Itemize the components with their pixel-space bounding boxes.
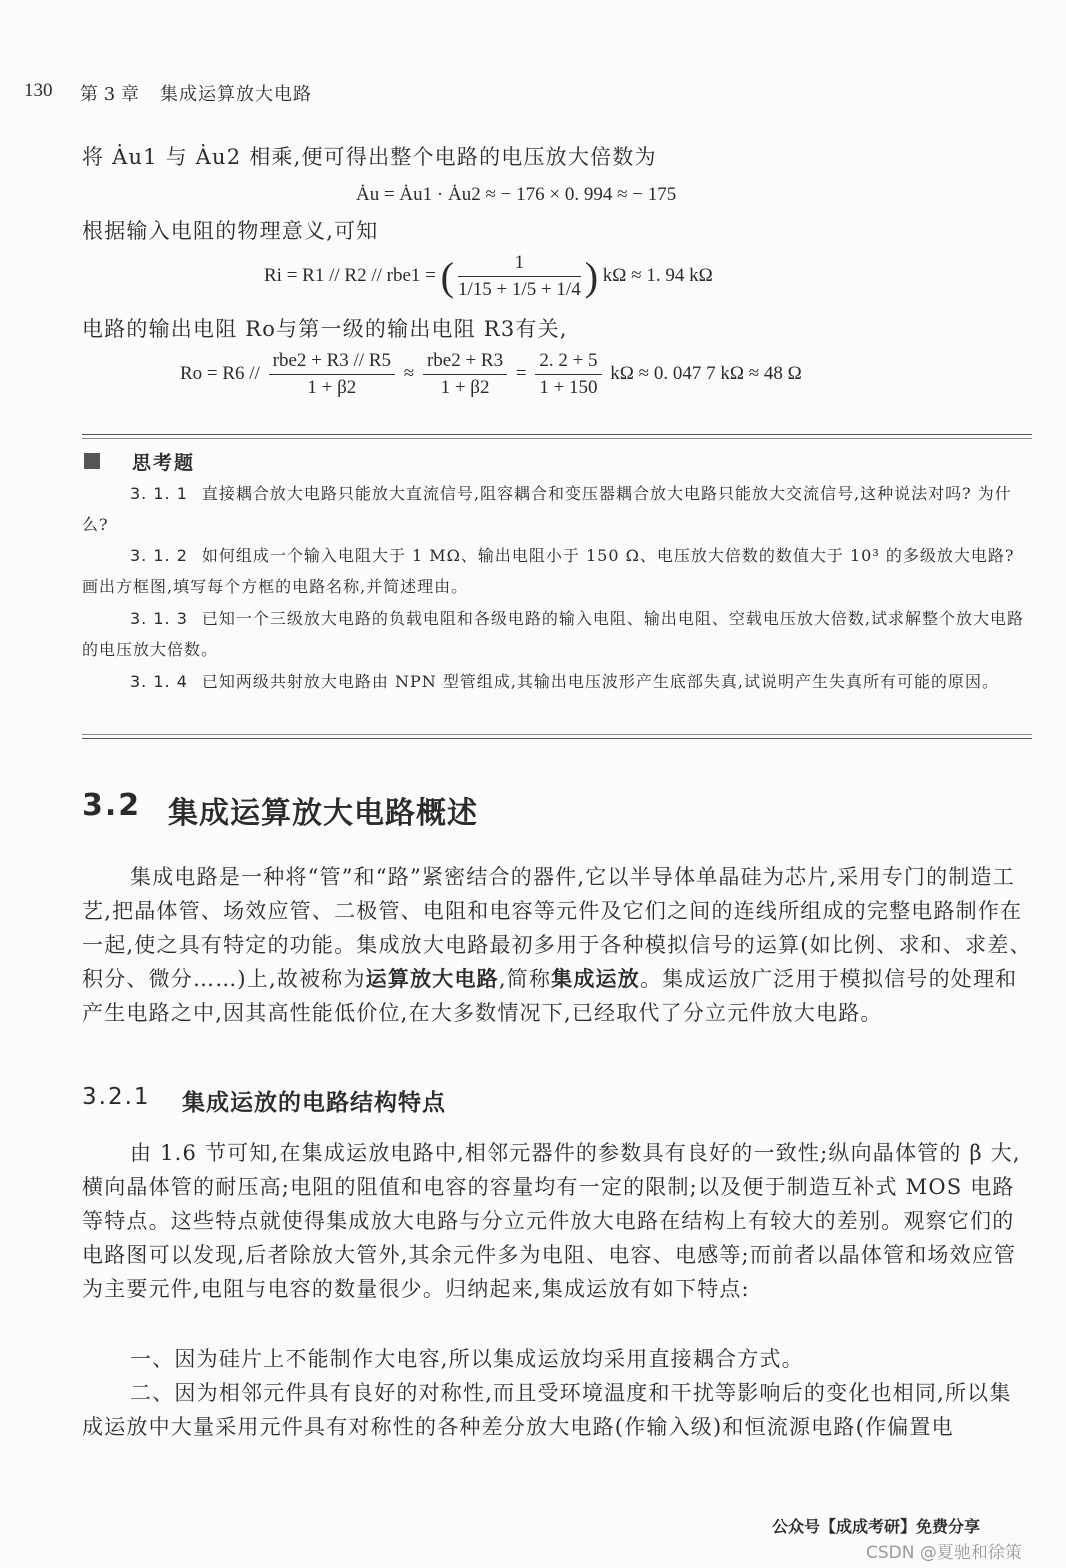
- eq3-right: kΩ ≈ 0. 047 7 kΩ ≈ 48 Ω: [610, 362, 802, 384]
- chapter-label: 第 3 章: [80, 84, 139, 105]
- divider-top-thin: [82, 438, 1032, 439]
- section-number: 3.2: [82, 788, 142, 823]
- eq3-left: Ro = R6 //: [180, 362, 260, 384]
- subsection-title: 集成运放的电路结构特点: [182, 1090, 446, 1116]
- equation-ro: Ro = R6 // $\frac{\text{rbe2 + R3 // R5}}{1 + \beta 2}$ ≈ $\frac{\text{rbe2 + R3}}{1 + \beta 2}$ = $\frac{2. 2 + 5}{1 + 150}$ kΩ ≈ 0. 047 7 kΩ ≈ 48 Ω: [180, 350, 802, 398]
- eq3-fraction-1: $\frac{\text{rbe2 + R3 // R5}}{1 + \beta 2}$: [269, 350, 395, 399]
- eq3-fraction-3: $\frac{2. 2 + 5}{1 + 150}$: [535, 350, 601, 399]
- text-line-3: 电路的输出电阻 Ro与第一级的输出电阻 R3有关,: [82, 317, 568, 341]
- square-bullet-icon: [84, 453, 100, 469]
- section-title: 集成运算放大电路概述: [168, 796, 478, 831]
- term-integrated-op-amp: 集成运放: [551, 967, 640, 991]
- eq2-left: Ri = R1 // R2 // rbe1 =: [264, 264, 436, 286]
- equation-ri: Ri = R1 // R2 // rbe1 = ( $\frac{1}{1/15 + 1/5 + 1/4}$ ) kΩ ≈ 1. 94 kΩ: [264, 252, 713, 300]
- equation-au: Ȧu = Ȧu1 · Ȧu2 ≈ − 176 × 0. 994 ≈ − 175: [356, 184, 677, 205]
- term-op-amp-circuit: 运算放大电路: [365, 967, 499, 991]
- subsection-number: 3.2.1: [82, 1084, 151, 1110]
- paragraph-intro: 集成电路是一种将“管”和“路”紧密结合的器件,它以半导体单晶硅为芯片,采用专门的制造工艺,把晶体管、场效应管、二极管、电阻和电容等元件及它们之间的连线所组成的完整电路制作在一起,使之具有特定的功能。集成放大电路最初多用于各种模拟信号的运算(如比例、求和、求差、积分、微分……)上,故被称为运算放大电路,简称集成运放。集成运放广泛用于模拟信号的处理和产生电路之中,因其高性能低价位,在大多数情况下,已经取代了分立元件放大电路。: [82, 865, 1032, 1025]
- divider-top: [82, 434, 1032, 435]
- share-note: 公众号【成成考研】免费分享: [772, 1517, 981, 1536]
- csdn-watermark: CSDN @夏驰和徐策: [866, 1543, 1022, 1563]
- question-3-1-1: 3. 1. 1 直接耦合放大电路只能放大直流信号,阻容耦合和变压器耦合放大电路只能放大交流信号,这种说法对吗? 为什么?: [82, 484, 1012, 534]
- paragraph-features: 由 1.6 节可知,在集成运放电路中,相邻元器件的参数具有良好的一致性;纵向晶体管的 β 大,横向晶体管的耐压高;电阻的阻值和电容的容量均有一定的限制;以及便于制造互补式 MOS 电路等特点。这些特点就使得集成放大电路与分立元件放大电路在结构上有较大的差别。观察它们的电路图可以发现,后者除放大管外,其余元件多为电阻、电容、电感等;而前者以晶体管和场效应管为主要元件,电阻与电容的数量很少。归纳起来,集成运放有如下特点:: [82, 1141, 1021, 1301]
- paragraph-feature-1: 一、因为硅片上不能制作大电容,所以集成运放均采用直接耦合方式。: [130, 1347, 804, 1371]
- paragraph-feature-2: 二、因为相邻元件具有良好的对称性,而且受环境温度和干扰等影响后的变化也相同,所以集成运放中大量采用元件具有对称性的各种差分放大电路(作输入级)和恒流源电路(作偏置电: [82, 1381, 1012, 1439]
- chapter-title: 集成运算放大电路: [160, 84, 312, 105]
- question-3-1-3: 3. 1. 3 已知一个三级放大电路的负载电阻和各级电路的输入电阻、输出电阻、空载电压放大倍数,试求解整个放大电路的电压放大倍数。: [82, 609, 1024, 659]
- thinking-title: 思考题: [132, 452, 196, 474]
- text-line-1: 将 Ȧu1 与 Ȧu2 相乘,便可得出整个电路的电压放大倍数为: [82, 145, 657, 169]
- question-3-1-4: 3. 1. 4 已知两级共射放大电路由 NPN 型管组成,其输出电压波形产生底部失真,试说明产生失真所有可能的原因。: [130, 672, 1000, 691]
- divider-bottom-thin: [82, 734, 1032, 735]
- question-3-1-2: 3. 1. 2 如何组成一个输入电阻大于 1 MΩ、输出电阻小于 150 Ω、电压放大倍数的数值大于 10³ 的多级放大电路? 画出方框图,填写每个方框的电路名称,并简述理由。: [82, 546, 1015, 596]
- eq2-right: kΩ ≈ 1. 94 kΩ: [602, 264, 713, 286]
- text-line-2: 根据输入电阻的物理意义,可知: [82, 219, 379, 243]
- divider-bottom: [82, 738, 1032, 739]
- page-number: 130: [24, 80, 53, 101]
- eq3-fraction-2: $\frac{\text{rbe2 + R3}}{1 + \beta 2}$: [423, 350, 507, 399]
- eq2-fraction: $\frac{1}{1/15 + 1/5 + 1/4}$: [457, 252, 581, 300]
